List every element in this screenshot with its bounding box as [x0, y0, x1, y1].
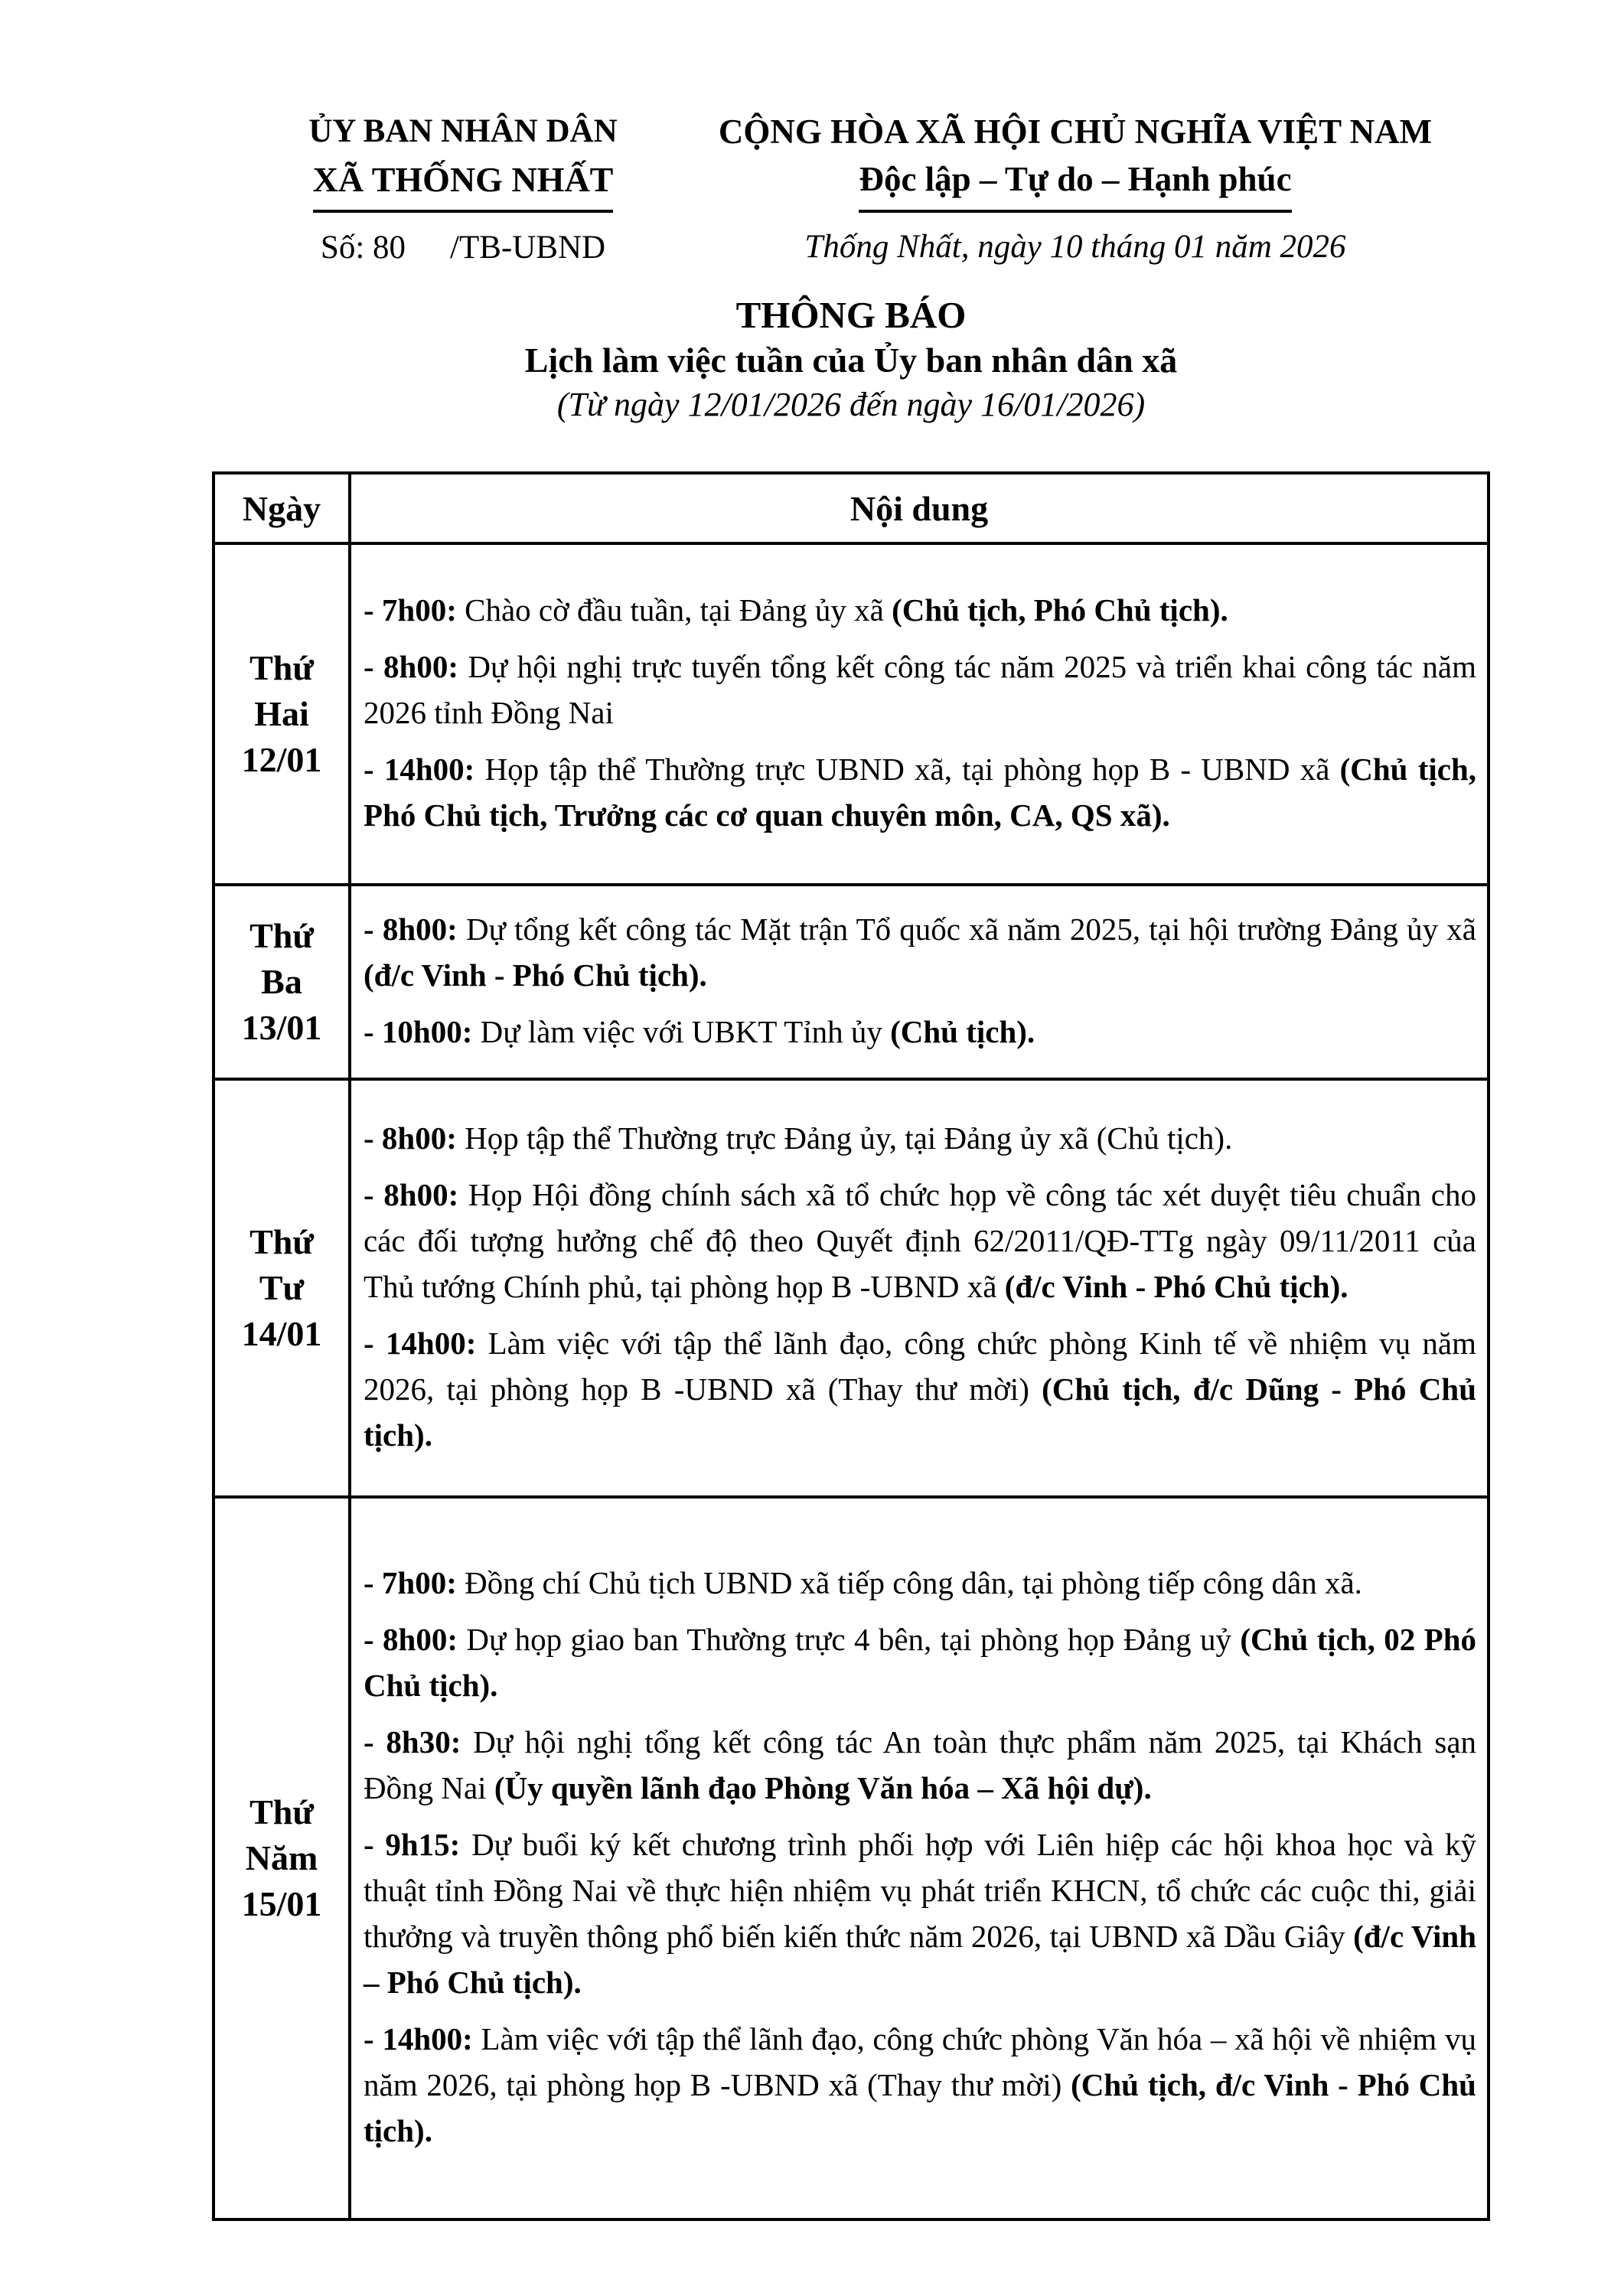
item-bold-segment: (Chủ tịch, đ/c Vinh - Phó Chủ tịch).	[364, 2067, 1476, 2148]
table-header-row	[214, 473, 1489, 543]
content-cell	[350, 1079, 1489, 1497]
place-date-line: Thống Nhất, ngày 10 tháng 01 năm 2026	[804, 229, 1346, 265]
item-bold-segment: - 14h00:	[364, 2021, 473, 2056]
item-text-segment: Dự buổi ký kết chương trình phối hợp với Liên hiệp các hội khoa học và kỹ thuật tỉnh Đồng Nai về thực hiện nhiệm vụ phát triển KHCN, tổ chức các cuộc thi, giải thưởng và truyền thông phổ biến kiến thức năm 2026, tại UBND xã Dầu Giây	[364, 1827, 1477, 1954]
item-bold-segment: - 8h30:	[364, 1724, 461, 1760]
item-text-segment: Họp tập thể Thường trực UBND xã, tại phòng họp B - UBND xã	[474, 752, 1340, 787]
day-line: Thứ	[249, 1792, 314, 1831]
day-line: Hai	[254, 694, 309, 733]
day-line: Tư	[259, 1268, 305, 1307]
page-title: THÔNG BÁO	[735, 294, 967, 336]
table-row	[214, 1497, 1489, 2219]
schedule-item	[364, 2016, 1476, 2154]
item-bold-segment: - 8h00:	[364, 649, 459, 684]
org-name: ỦY BAN NHÂN DÂN	[308, 113, 618, 149]
item-bold-segment: (Chủ tịch, Phó Chủ tịch).	[892, 592, 1228, 628]
schedule-item	[364, 906, 1476, 998]
day-line: Ba	[261, 962, 302, 1001]
item-text-segment: Dự làm việc với UBKT Tỉnh ủy	[472, 1014, 891, 1049]
day-line: Thứ	[249, 916, 314, 955]
item-text-segment: Dự hội nghị trực tuyến tổng kết công tác năm 2025 và triển khai công tác năm 2026 tỉnh Đồng Nai	[364, 649, 1477, 730]
schedule-item	[364, 1821, 1476, 2005]
table-row	[214, 543, 1489, 885]
schedule-item	[364, 1560, 1476, 1606]
item-bold-segment: (đ/c Vinh - Phó Chủ tịch).	[1004, 1269, 1348, 1304]
schedule-table-wrap	[212, 471, 1490, 2221]
item-bold-segment: (đ/c Vinh - Phó Chủ tịch).	[364, 957, 707, 993]
content-cell	[350, 885, 1489, 1079]
item-text-segment: Dự họp giao ban Thường trực 4 bên, tại phòng họp Đảng uỷ	[458, 1622, 1241, 1657]
table-row	[214, 885, 1489, 1079]
page-subtitle: Lịch làm việc tuần của Ủy ban nhân dân xã	[524, 341, 1178, 380]
item-bold-segment: - 8h00:	[364, 1622, 458, 1657]
item-bold-segment: (Chủ tịch).	[890, 1014, 1035, 1049]
national-header-block	[651, 107, 1500, 269]
item-text-segment: Chào cờ đầu tuần, tại Đảng ủy xã	[456, 592, 892, 628]
item-bold-segment: (Chủ tịch, 02 Phó Chủ tịch).	[364, 1622, 1477, 1703]
item-bold-segment: - 9h15:	[364, 1827, 461, 1862]
item-text-segment: Họp Hội đồng chính sách xã tổ chức họp về công tác xét duyệt tiêu chuẩn cho các đối tượng hưởng chế độ theo Quyết định 62/2011/QĐ-TTg ngày 09/11/2011 của Thủ tướng Chính phủ, tại phòng họp B -UBND xã	[364, 1177, 1476, 1304]
schedule-item	[364, 1719, 1476, 1811]
national-title: CỘNG HÒA XÃ HỘI CHỦ NGHĨA VIỆT NAM	[718, 113, 1433, 151]
item-bold-segment: (Ủy quyền lãnh đạo Phòng Văn hóa – Xã hội dự).	[494, 1770, 1152, 1805]
issuing-org-block	[230, 107, 696, 271]
day-line: Thứ	[249, 1222, 314, 1261]
schedule-item	[364, 587, 1476, 633]
item-text-segment: Họp tập thể Thường trực Đảng ủy, tại Đảng ủy xã (Chủ tịch).	[456, 1120, 1233, 1156]
item-text-segment: Làm việc với tập thể lãnh đạo, công chức phòng Văn hóa – xã hội về nhiệm vụ năm 2026, tại phòng họp B -UBND xã (Thay thư mời)	[364, 2021, 1477, 2102]
content-cell	[350, 1497, 1489, 2219]
day-line: Năm	[245, 1838, 318, 1877]
item-bold-segment: - 7h00:	[364, 1565, 457, 1600]
item-text-segment: Dự hội nghị tổng kết công tác An toàn thực phẩm năm 2025, tại Khách sạn Đồng Nai	[364, 1724, 1477, 1805]
day-line: 14/01	[241, 1314, 322, 1353]
item-bold-segment: - 8h00:	[364, 912, 458, 947]
item-text-segment: Đồng chí Chủ tịch UBND xã tiếp công dân, tại phòng tiếp công dân xã.	[456, 1565, 1362, 1600]
column-header-content: Nội dung	[350, 473, 1489, 543]
schedule-item	[364, 1115, 1476, 1161]
table-row	[214, 1079, 1489, 1497]
item-bold-segment: - 8h00:	[364, 1177, 459, 1212]
content-cell	[350, 543, 1489, 885]
day-line: 15/01	[241, 1884, 322, 1923]
day-line: Thứ	[249, 648, 314, 687]
day-line: 13/01	[241, 1008, 322, 1047]
day-cell	[214, 1497, 350, 2219]
item-bold-segment: (đ/c Vinh – Phó Chủ tịch).	[364, 1919, 1476, 2000]
item-bold-segment: - 10h00:	[364, 1014, 473, 1049]
column-header-day: Ngày	[214, 473, 350, 543]
schedule-item	[364, 746, 1476, 838]
schedule-item	[364, 644, 1476, 735]
title-block	[212, 292, 1490, 427]
item-bold-segment: - 7h00:	[364, 592, 457, 628]
org-commune-name: XÃ THỐNG NHẤT	[230, 156, 696, 213]
document-number: Số: 80 /TB-UBND	[320, 230, 606, 266]
schedule-table	[212, 471, 1490, 2221]
item-bold-segment: - 8h00:	[364, 1120, 457, 1156]
schedule-item	[364, 1616, 1476, 1708]
schedule-item	[364, 1320, 1476, 1458]
day-cell	[214, 543, 350, 885]
item-text-segment: Dự tổng kết công tác Mặt trận Tổ quốc xã năm 2025, tại hội trường Đảng ủy xã	[457, 912, 1476, 947]
item-bold-segment: (Chủ tịch, Phó Chủ tịch, Trưởng các cơ quan chuyên môn, CA, QS xã).	[364, 752, 1476, 833]
day-line: 12/01	[241, 740, 322, 779]
item-bold-segment: (Chủ tịch, đ/c Dũng - Phó Chủ tịch).	[364, 1371, 1476, 1453]
day-cell	[214, 885, 350, 1079]
item-text-segment: Làm việc với tập thể lãnh đạo, công chức phòng Kinh tế về nhiệm vụ năm 2026, tại phòng họp B -UBND xã (Thay thư mời)	[364, 1326, 1477, 1407]
schedule-item	[364, 1172, 1476, 1309]
item-bold-segment: - 14h00:	[364, 1326, 477, 1361]
date-range: (Từ ngày 12/01/2026 đến ngày 16/01/2026)	[556, 386, 1146, 423]
day-cell	[214, 1079, 350, 1497]
national-motto: Độc lập – Tự do – Hạnh phúc	[651, 156, 1500, 213]
item-bold-segment: - 14h00:	[364, 752, 475, 787]
schedule-item	[364, 1009, 1476, 1055]
